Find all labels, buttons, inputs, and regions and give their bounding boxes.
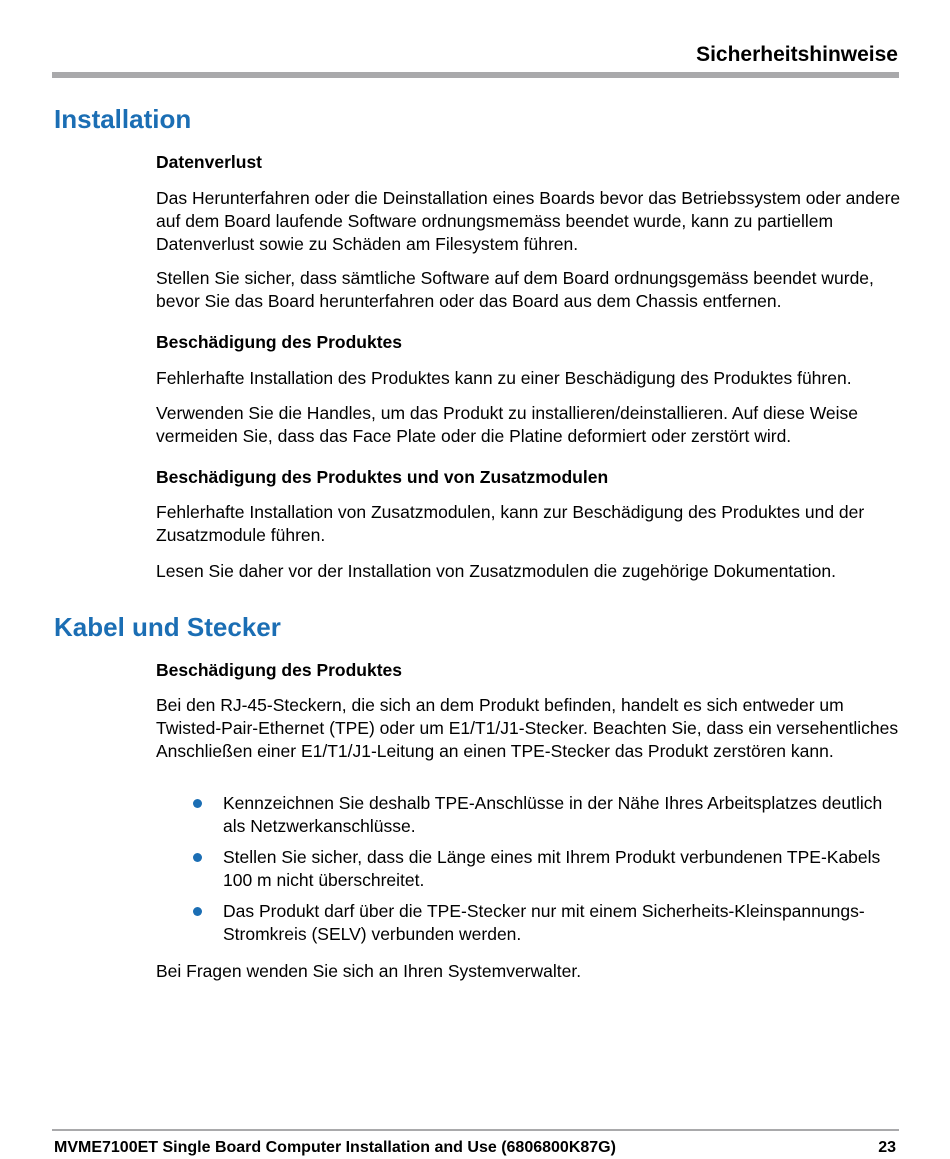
paragraph-rj45-warning: Bei den RJ-45-Steckern, die sich an dem Produkt befinden, handelt es sich entweder um Twisted-Pair-Ethernet (TPE) oder um E1/T1/J1-Stecker. Beachten Sie, dass ein versehentliches Anschließen einer E1/T1/J1-Leitung an einen TPE-Stecker das Produkt zerstören kann. (156, 695, 899, 761)
paragraph-zusatzmodule-1: Fehlerhafte Installation von Zusatzmodulen, kann zur Beschädigung des Produktes und der Zusatzmodule führen. (156, 502, 865, 545)
paragraph-beschaedigung-1: Fehlerhafte Installation des Produktes kann zu einer Beschädigung des Produktes führen. (156, 368, 852, 388)
bullet-dot-icon (193, 799, 202, 808)
footer-document-title: MVME7100ET Single Board Computer Installation and Use (6806800K87G) (54, 1139, 616, 1156)
list-item-text: Stellen Sie sicher, dass die Länge eines mit Ihrem Produkt verbundenen TPE-Kabels 100 m nicht überschreitet. (223, 847, 881, 890)
paragraph-closing: Bei Fragen wenden Sie sich an Ihren Systemverwalter. (156, 961, 582, 981)
list-item-text: Das Produkt darf über die TPE-Stecker nur mit einem Sicherheits-Kleinspannungs-Stromkreis (SELV) verbunden werden. (223, 901, 865, 944)
bullet-dot-icon (193, 853, 202, 862)
paragraph-datenverlust-2: Stellen Sie sicher, dass sämtliche Software auf dem Board ordnungsgemäss beendet wurde, bevor Sie das Board herunterfahren oder das Board aus dem Chassis entfernen. (156, 268, 874, 311)
list-item (156, 900, 901, 946)
subheading-datenverlust: Datenverlust (156, 152, 263, 172)
paragraph-zusatzmodule-2: Lesen Sie daher vor der Installation von Zusatzmodulen die zugehörige Dokumentation. (156, 561, 836, 581)
bullet-list (156, 792, 901, 954)
section-heading-kabel-und-stecker: Kabel und Stecker (54, 612, 281, 642)
list-item-text: Kennzeichnen Sie deshalb TPE-Anschlüsse in der Nähe Ihres Arbeitsplatzes deutlich als Netzwerkanschlüsse. (223, 793, 883, 836)
header-rule (52, 72, 899, 78)
bullet-dot-icon (193, 907, 202, 916)
list-item (156, 846, 901, 892)
subheading-beschaedigung-produktes: Beschädigung des Produktes (156, 332, 403, 352)
subheading-kabel-beschaedigung: Beschädigung des Produktes (156, 660, 403, 680)
running-header-title: Sicherheitshinweise (696, 43, 898, 66)
subheading-zusatzmodule: Beschädigung des Produktes und von Zusatzmodulen (156, 467, 609, 487)
footer-rule (52, 1129, 899, 1131)
section-heading-installation: Installation (54, 104, 192, 134)
paragraph-datenverlust-1: Das Herunterfahren oder die Deinstallation eines Boards bevor das Betriebssystem oder andere auf dem Board laufende Software ordnungsmemäss beendet wurde, kann zu partiellem Datenverlust sowie zu Schäden am Filesystem führen. (156, 188, 901, 254)
list-item (156, 792, 901, 838)
paragraph-beschaedigung-2: Verwenden Sie die Handles, um das Produkt zu installieren/deinstallieren. Auf diese Weise vermeiden Sie, dass das Face Plate oder die Platine deformiert oder zerstört wird. (156, 403, 859, 446)
page-number: 23 (878, 1139, 896, 1156)
